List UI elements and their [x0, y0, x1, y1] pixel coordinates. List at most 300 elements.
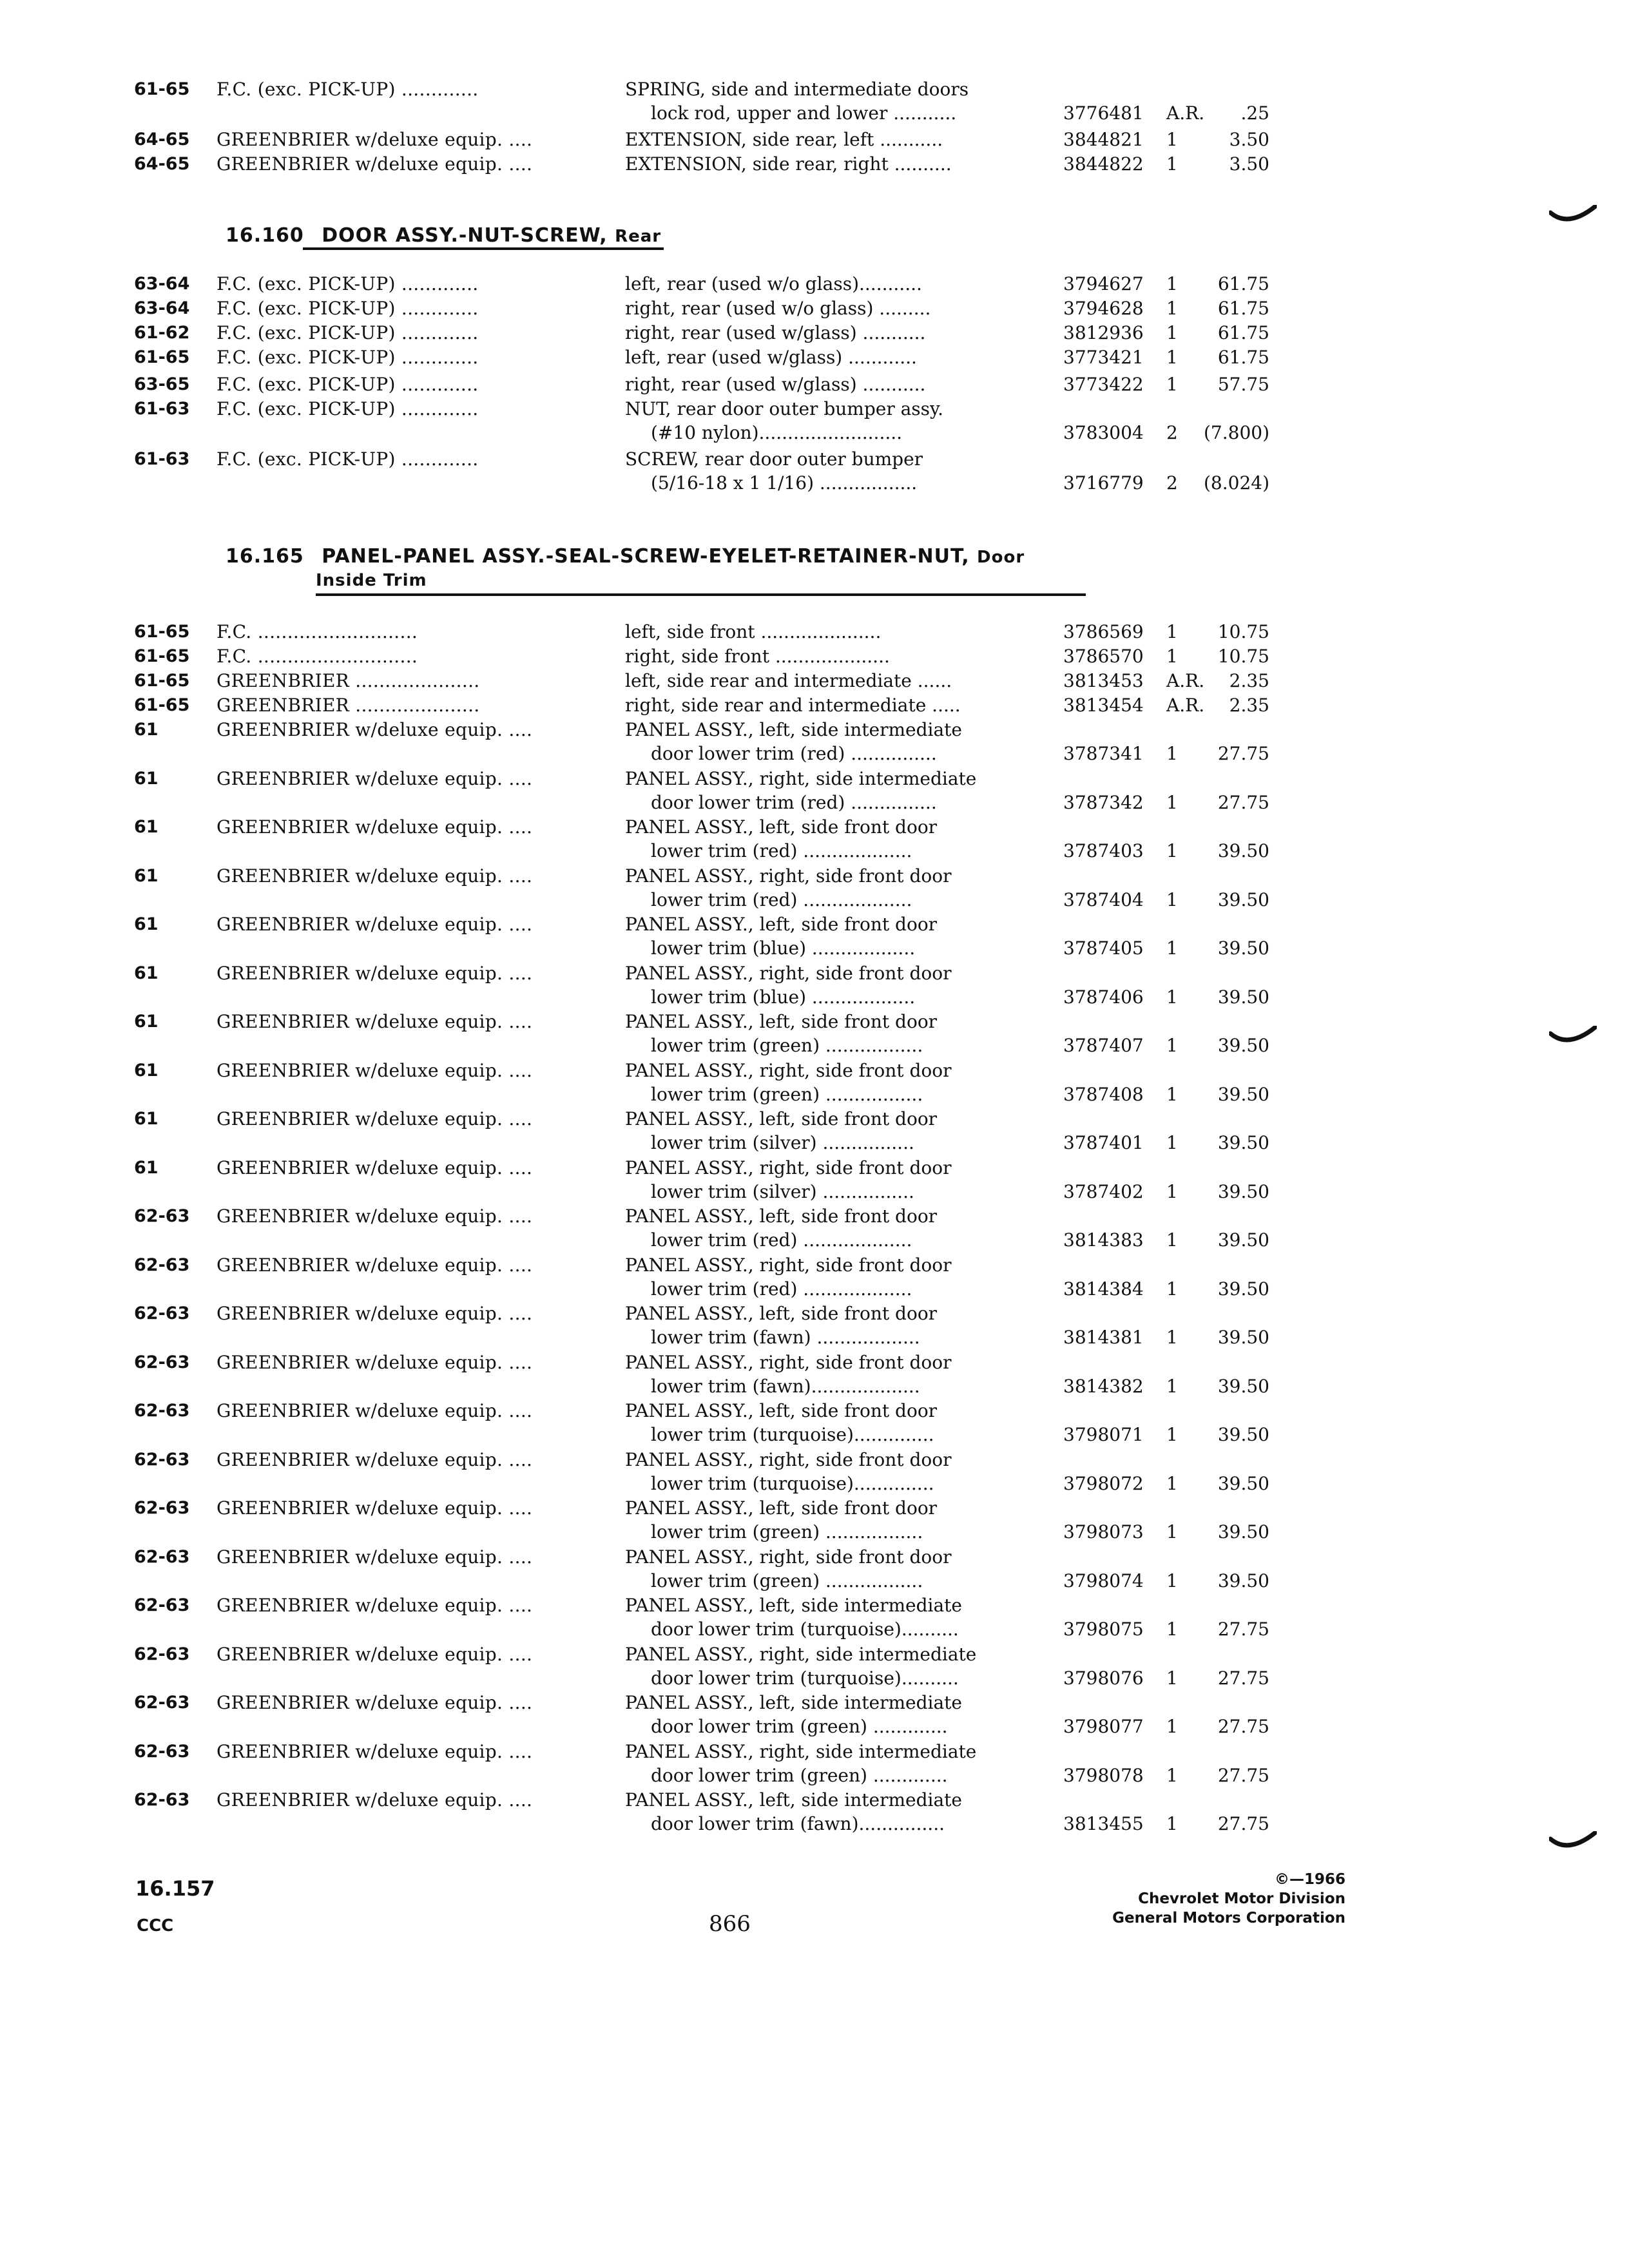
year-range: 62-63 — [134, 1790, 190, 1810]
quantity: 1 — [1166, 298, 1178, 319]
table-row — [0, 815, 1629, 865]
model-name: GREENBRIER w/deluxe equip. .... — [217, 767, 533, 789]
price: 57.75 — [1217, 374, 1269, 395]
table-row — [0, 1448, 1629, 1498]
model-name: GREENBRIER w/deluxe equip. .... — [217, 129, 533, 150]
quantity: 1 — [1166, 937, 1178, 959]
part-description-continued: lower trim (turquoise).............. — [651, 1472, 934, 1494]
year-range: 61-63 — [134, 449, 190, 469]
price: 39.50 — [1217, 840, 1269, 861]
part-number: 3787404 — [1063, 889, 1144, 910]
table-row — [0, 961, 1629, 1012]
price: 39.50 — [1217, 1570, 1269, 1591]
part-number: 3798075 — [1063, 1619, 1144, 1640]
table-row — [0, 321, 1629, 347]
quantity: 1 — [1166, 1667, 1178, 1689]
part-description: PANEL ASSY., left, side intermediate — [625, 1692, 962, 1713]
model-name: GREENBRIER w/deluxe equip. .... — [217, 816, 533, 838]
part-number: 3798077 — [1063, 1716, 1144, 1737]
quantity: 1 — [1166, 1035, 1178, 1056]
year-range: 61 — [134, 914, 159, 934]
part-number: 3786569 — [1063, 621, 1144, 642]
section-165-heading — [226, 545, 1025, 568]
part-description: PANEL ASSY., right, side front door — [625, 962, 952, 984]
year-range: 61-63 — [134, 399, 190, 419]
price: 61.75 — [1217, 322, 1269, 343]
model-name: GREENBRIER ..................... — [217, 695, 480, 716]
model-name: GREENBRIER w/deluxe equip. .... — [217, 1595, 533, 1616]
quantity: 1 — [1166, 791, 1178, 813]
table-row — [0, 372, 1629, 398]
table-row — [0, 912, 1629, 963]
part-number: 3798072 — [1063, 1472, 1144, 1494]
part-number: 3787403 — [1063, 840, 1144, 861]
table-row — [0, 1788, 1629, 1838]
part-description: PANEL ASSY., left, side intermediate — [625, 719, 962, 740]
part-description: PANEL ASSY., left, side front door — [625, 1400, 938, 1421]
price: 27.75 — [1217, 1716, 1269, 1737]
part-description: right, rear (used w/glass) ........... — [625, 322, 926, 343]
year-range: 62-63 — [134, 1254, 190, 1275]
section-160-title-suffix: Rear — [615, 227, 662, 246]
price: 39.50 — [1217, 1180, 1269, 1202]
year-range: 61 — [134, 1157, 159, 1178]
table-row — [0, 152, 1629, 178]
year-range: 62-63 — [134, 1595, 190, 1615]
model-name: GREENBRIER w/deluxe equip. .... — [217, 719, 533, 740]
model-name: GREENBRIER w/deluxe equip. .... — [217, 1351, 533, 1373]
footer-code: CCC — [137, 1916, 174, 1936]
model-name: GREENBRIER w/deluxe equip. .... — [217, 1643, 533, 1665]
year-range: 62-63 — [134, 1644, 190, 1664]
model-name: GREENBRIER w/deluxe equip. .... — [217, 1254, 533, 1276]
price: 39.50 — [1217, 1521, 1269, 1542]
part-number: 3787405 — [1063, 937, 1144, 959]
year-range: 62-63 — [134, 1546, 190, 1567]
page-number: 866 — [709, 1911, 751, 1937]
table-row — [0, 620, 1629, 646]
part-description: PANEL ASSY., left, side intermediate — [625, 1789, 962, 1811]
part-number: 3794627 — [1063, 273, 1144, 294]
price: 39.50 — [1217, 986, 1269, 1008]
part-number: 3773422 — [1063, 374, 1144, 395]
table-row — [0, 77, 1629, 128]
table-row — [0, 1399, 1629, 1449]
part-description: PANEL ASSY., left, side front door — [625, 1206, 938, 1227]
model-name: F.C. (exc. PICK-UP) ............. — [217, 79, 479, 100]
quantity: 1 — [1166, 1278, 1178, 1300]
price: 27.75 — [1217, 743, 1269, 764]
part-number: 3814383 — [1063, 1229, 1144, 1251]
model-name: GREENBRIER w/deluxe equip. .... — [217, 962, 533, 984]
section-160-title: DOOR ASSY.-NUT-SCREW, — [322, 224, 608, 247]
part-description-continued: lower trim (red) ................... — [651, 889, 912, 910]
quantity: 1 — [1166, 1813, 1178, 1834]
section-160-number: 16.160 — [226, 224, 304, 247]
part-description: PANEL ASSY., left, side front door — [625, 914, 938, 935]
price: (8.024) — [1203, 472, 1269, 494]
table-row — [0, 1691, 1629, 1741]
part-number: 3814381 — [1063, 1327, 1144, 1348]
part-description-continued: lower trim (silver) ................ — [651, 1180, 914, 1202]
part-description-continued: lower trim (fawn)................... — [651, 1375, 920, 1397]
part-number: 3814382 — [1063, 1375, 1144, 1397]
quantity: A.R. — [1166, 102, 1205, 124]
quantity: 1 — [1166, 1619, 1178, 1640]
model-name: F.C. ........................... — [217, 621, 418, 642]
price: 39.50 — [1217, 1327, 1269, 1348]
model-name: GREENBRIER w/deluxe equip. .... — [217, 1497, 533, 1519]
quantity: 1 — [1166, 1472, 1178, 1494]
part-number: 3812936 — [1063, 322, 1144, 343]
part-description: left, rear (used w/o glass)........... — [625, 273, 922, 294]
price: 39.50 — [1217, 1375, 1269, 1397]
quantity: 1 — [1166, 1764, 1178, 1786]
part-number: 3787401 — [1063, 1132, 1144, 1153]
part-description-continued: lower trim (red) ................... — [651, 1229, 912, 1251]
price: 27.75 — [1217, 1667, 1269, 1689]
quantity: 1 — [1166, 1083, 1178, 1105]
table-row — [0, 1642, 1629, 1693]
part-description-continued: lower trim (green) ................. — [651, 1570, 923, 1591]
quantity: A.R. — [1166, 695, 1205, 716]
model-name: F.C. (exc. PICK-UP) ............. — [217, 298, 479, 319]
quantity: 1 — [1166, 322, 1178, 343]
year-range: 62-63 — [134, 1498, 190, 1518]
price: 3.50 — [1229, 153, 1269, 175]
part-description-continued: (#10 nylon)......................... — [651, 422, 903, 443]
copyright-division: Chevrolet Motor Division — [1138, 1890, 1345, 1907]
price: 27.75 — [1217, 1764, 1269, 1786]
price: 39.50 — [1217, 1229, 1269, 1251]
copyright-block — [1112, 1870, 1345, 1928]
price: 39.50 — [1217, 1424, 1269, 1445]
year-range: 61 — [134, 720, 159, 740]
year-range: 63-65 — [134, 374, 190, 394]
model-name: GREENBRIER w/deluxe equip. .... — [217, 1157, 533, 1178]
model-name: GREENBRIER w/deluxe equip. .... — [217, 865, 533, 887]
year-range: 61 — [134, 865, 159, 886]
model-name: GREENBRIER w/deluxe equip. .... — [217, 1789, 533, 1811]
model-name: GREENBRIER w/deluxe equip. .... — [217, 1400, 533, 1421]
model-name: F.C. (exc. PICK-UP) ............. — [217, 448, 479, 470]
part-number: 3716779 — [1063, 472, 1144, 494]
price: 39.50 — [1217, 1472, 1269, 1494]
year-range: 61 — [134, 1060, 159, 1081]
price: 10.75 — [1217, 621, 1269, 642]
quantity: 1 — [1166, 1570, 1178, 1591]
check-mark-icon — [1549, 205, 1597, 227]
price: (7.800) — [1203, 422, 1269, 443]
price: 27.75 — [1217, 1619, 1269, 1640]
part-description: PANEL ASSY., right, side front door — [625, 1546, 952, 1568]
year-range: 64-65 — [134, 130, 190, 149]
quantity: 1 — [1166, 1132, 1178, 1153]
section-165-subtitle: Inside Trim — [316, 571, 427, 590]
quantity: 1 — [1166, 347, 1178, 368]
price: 61.75 — [1217, 298, 1269, 319]
part-number: 3844822 — [1063, 153, 1144, 175]
price: 39.50 — [1217, 1035, 1269, 1056]
part-number: 3813453 — [1063, 670, 1144, 691]
year-range: 62-63 — [134, 1352, 190, 1372]
model-name: F.C. (exc. PICK-UP) ............. — [217, 273, 479, 294]
part-description: right, side rear and intermediate ..... — [625, 695, 961, 716]
year-range: 62-63 — [134, 1401, 190, 1421]
part-description: SPRING, side and intermediate doors — [625, 79, 969, 100]
part-description: PANEL ASSY., left, side front door — [625, 1303, 938, 1324]
copyright-year: ©—1966 — [1274, 1871, 1345, 1888]
part-number: 3787341 — [1063, 743, 1144, 764]
model-name: GREENBRIER w/deluxe equip. .... — [217, 1546, 533, 1568]
quantity: 1 — [1166, 1716, 1178, 1737]
price: 10.75 — [1217, 646, 1269, 667]
quantity: A.R. — [1166, 670, 1205, 691]
part-number: 3786570 — [1063, 646, 1144, 667]
part-number: 3787407 — [1063, 1035, 1144, 1056]
quantity: 1 — [1166, 374, 1178, 395]
model-name: F.C. (exc. PICK-UP) ............. — [217, 374, 479, 395]
model-name: GREENBRIER w/deluxe equip. .... — [217, 1011, 533, 1032]
section-165-rule — [316, 593, 1086, 596]
copyright-corporation: General Motors Corporation — [1112, 1910, 1345, 1927]
section-160-heading — [226, 224, 661, 247]
part-description-continued: lower trim (red) ................... — [651, 840, 912, 861]
quantity: 1 — [1166, 129, 1178, 150]
table-row — [0, 1010, 1629, 1060]
part-number: 3787408 — [1063, 1083, 1144, 1105]
table-row — [0, 1059, 1629, 1109]
part-description-continued: lower trim (turquoise).............. — [651, 1424, 934, 1445]
part-description: PANEL ASSY., right, side intermediate — [625, 767, 977, 789]
price: 27.75 — [1217, 791, 1269, 813]
part-description-continued: lower trim (green) ................. — [651, 1035, 923, 1056]
part-description: EXTENSION, side rear, left ........... — [625, 129, 943, 150]
section-160-rule — [303, 247, 664, 250]
year-range: 61 — [134, 1012, 159, 1032]
year-range: 62-63 — [134, 1303, 190, 1323]
model-name: GREENBRIER w/deluxe equip. .... — [217, 1740, 533, 1762]
part-description: PANEL ASSY., left, side intermediate — [625, 1595, 962, 1616]
part-number: 3787402 — [1063, 1180, 1144, 1202]
model-name: GREENBRIER w/deluxe equip. .... — [217, 153, 533, 175]
year-range: 61-65 — [134, 622, 190, 642]
table-row — [0, 1545, 1629, 1595]
year-range: 64-65 — [134, 154, 190, 174]
price: 27.75 — [1217, 1813, 1269, 1834]
part-description: left, side rear and intermediate ...... — [625, 670, 952, 691]
year-range: 61 — [134, 768, 159, 789]
part-description: right, rear (used w/glass) ........... — [625, 374, 926, 395]
part-description: right, side front .................... — [625, 646, 890, 667]
part-number: 3787406 — [1063, 986, 1144, 1008]
model-name: F.C. (exc. PICK-UP) ............. — [217, 347, 479, 368]
part-number: 3814384 — [1063, 1278, 1144, 1300]
quantity: 2 — [1166, 422, 1178, 443]
quantity: 1 — [1166, 1180, 1178, 1202]
part-description: left, rear (used w/glass) ............ — [625, 347, 917, 368]
model-name: GREENBRIER w/deluxe equip. .... — [217, 1206, 533, 1227]
model-name: F.C. (exc. PICK-UP) ............. — [217, 398, 479, 419]
check-mark-icon — [1549, 1026, 1597, 1048]
table-row — [0, 1204, 1629, 1254]
part-description: PANEL ASSY., left, side front door — [625, 1497, 938, 1519]
part-description-continued: door lower trim (red) ............... — [651, 791, 937, 813]
part-number: 3798076 — [1063, 1667, 1144, 1689]
part-description: PANEL ASSY., right, side front door — [625, 1157, 952, 1178]
price: 61.75 — [1217, 347, 1269, 368]
part-description: left, side front ..................... — [625, 621, 882, 642]
price: .25 — [1240, 102, 1269, 124]
year-range: 62-63 — [134, 1693, 190, 1713]
part-description-continued: door lower trim (turquoise).......... — [651, 1619, 959, 1640]
quantity: 1 — [1166, 1327, 1178, 1348]
quantity: 1 — [1166, 621, 1178, 642]
part-description: NUT, rear door outer bumper assy. — [625, 398, 944, 419]
table-row — [0, 272, 1629, 298]
part-description-continued: lower trim (green) ................. — [651, 1083, 923, 1105]
year-range: 61-65 — [134, 347, 190, 367]
table-row — [0, 128, 1629, 153]
year-range: 63-64 — [134, 298, 190, 318]
table-row — [0, 644, 1629, 670]
part-description: PANEL ASSY., right, side front door — [625, 1351, 952, 1373]
part-description-continued: door lower trim (green) ............. — [651, 1764, 948, 1786]
quantity: 1 — [1166, 1229, 1178, 1251]
table-row — [0, 397, 1629, 447]
quantity: 1 — [1166, 889, 1178, 910]
price: 3.50 — [1229, 129, 1269, 150]
model-name: F.C. (exc. PICK-UP) ............. — [217, 322, 479, 343]
year-range: 63-64 — [134, 274, 190, 294]
model-name: F.C. ........................... — [217, 646, 418, 667]
model-name: GREENBRIER w/deluxe equip. .... — [217, 1448, 533, 1470]
price: 61.75 — [1217, 273, 1269, 294]
table-row — [0, 1496, 1629, 1546]
year-range: 62-63 — [134, 1206, 190, 1226]
section-165-number: 16.165 — [226, 545, 304, 568]
part-description: SCREW, rear door outer bumper — [625, 448, 923, 470]
year-range: 61 — [134, 963, 159, 983]
part-number: 3844821 — [1063, 129, 1144, 150]
part-description: PANEL ASSY., left, side front door — [625, 1011, 938, 1032]
table-row — [0, 1156, 1629, 1206]
part-description-continued: (5/16-18 x 1 1/16) ................. — [651, 472, 918, 494]
table-row — [0, 767, 1629, 817]
part-description: PANEL ASSY., right, side front door — [625, 1448, 952, 1470]
price: 39.50 — [1217, 1083, 1269, 1105]
part-description-continued: lower trim (fawn) .................. — [651, 1327, 920, 1348]
year-range: 61 — [134, 817, 159, 837]
part-description: PANEL ASSY., right, side front door — [625, 1254, 952, 1276]
part-number: 3798071 — [1063, 1424, 1144, 1445]
year-range: 62-63 — [134, 1741, 190, 1762]
model-name: GREENBRIER w/deluxe equip. .... — [217, 1692, 533, 1713]
part-description: PANEL ASSY., right, side front door — [625, 865, 952, 887]
quantity: 1 — [1166, 840, 1178, 861]
quantity: 1 — [1166, 743, 1178, 764]
table-row — [0, 1350, 1629, 1401]
part-number: 3776481 — [1063, 102, 1144, 124]
table-row — [0, 864, 1629, 914]
quantity: 1 — [1166, 273, 1178, 294]
part-description-continued: lower trim (green) ................. — [651, 1521, 923, 1542]
part-description-continued: door lower trim (green) ............. — [651, 1716, 948, 1737]
footer-section-id: 16.157 — [135, 1876, 215, 1901]
table-row — [0, 1302, 1629, 1352]
price: 39.50 — [1217, 937, 1269, 959]
check-mark-icon — [1549, 1831, 1597, 1853]
table-row — [0, 669, 1629, 695]
part-description-continued: lower trim (blue) .................. — [651, 986, 916, 1008]
part-number: 3787342 — [1063, 791, 1144, 813]
quantity: 1 — [1166, 153, 1178, 175]
price: 2.35 — [1229, 670, 1269, 691]
table-row — [0, 718, 1629, 768]
year-range: 61-65 — [134, 695, 190, 715]
part-number: 3813454 — [1063, 695, 1144, 716]
model-name: GREENBRIER w/deluxe equip. .... — [217, 1059, 533, 1081]
part-number: 3783004 — [1063, 422, 1144, 443]
price: 39.50 — [1217, 889, 1269, 910]
table-row — [0, 693, 1629, 719]
quantity: 1 — [1166, 646, 1178, 667]
year-range: 61-65 — [134, 79, 190, 99]
part-number: 3798074 — [1063, 1570, 1144, 1591]
table-row — [0, 345, 1629, 371]
part-description: EXTENSION, side rear, right .......... — [625, 153, 952, 175]
part-description-continued: door lower trim (fawn)............... — [651, 1813, 945, 1834]
part-number: 3798073 — [1063, 1521, 1144, 1542]
table-row — [0, 1107, 1629, 1157]
part-description: PANEL ASSY., left, side front door — [625, 1108, 938, 1129]
part-description: PANEL ASSY., left, side front door — [625, 816, 938, 838]
table-row — [0, 1740, 1629, 1790]
year-range: 61-65 — [134, 646, 190, 666]
part-description-continued: door lower trim (red) ............... — [651, 743, 937, 764]
part-number: 3798078 — [1063, 1764, 1144, 1786]
quantity: 1 — [1166, 1375, 1178, 1397]
model-name: GREENBRIER w/deluxe equip. .... — [217, 914, 533, 935]
part-description: PANEL ASSY., right, side intermediate — [625, 1643, 977, 1665]
part-description-continued: lock rod, upper and lower ........... — [651, 102, 957, 124]
part-description: PANEL ASSY., right, side front door — [625, 1059, 952, 1081]
part-number: 3773421 — [1063, 347, 1144, 368]
model-name: GREENBRIER w/deluxe equip. .... — [217, 1108, 533, 1129]
quantity: 1 — [1166, 1521, 1178, 1542]
section-165-title-suffix: Door — [977, 548, 1025, 567]
price: 2.35 — [1229, 695, 1269, 716]
part-description: right, rear (used w/o glass) ......... — [625, 298, 931, 319]
part-number: 3794628 — [1063, 298, 1144, 319]
part-number: 3813455 — [1063, 1813, 1144, 1834]
quantity: 1 — [1166, 1424, 1178, 1445]
part-description-continued: lower trim (silver) ................ — [651, 1132, 914, 1153]
part-description-continued: lower trim (red) ................... — [651, 1278, 912, 1300]
quantity: 1 — [1166, 986, 1178, 1008]
year-range: 61 — [134, 1109, 159, 1129]
part-description: PANEL ASSY., right, side intermediate — [625, 1740, 977, 1762]
price: 39.50 — [1217, 1132, 1269, 1153]
part-description-continued: door lower trim (turquoise).......... — [651, 1667, 959, 1689]
table-row — [0, 1593, 1629, 1644]
model-name: GREENBRIER ..................... — [217, 670, 480, 691]
table-row — [0, 447, 1629, 497]
part-description-continued: lower trim (blue) .................. — [651, 937, 916, 959]
section-165-title: PANEL-PANEL ASSY.-SEAL-SCREW-EYELET-RETAINER-NUT, — [322, 545, 970, 568]
year-range: 61-65 — [134, 671, 190, 691]
quantity: 2 — [1166, 472, 1178, 494]
